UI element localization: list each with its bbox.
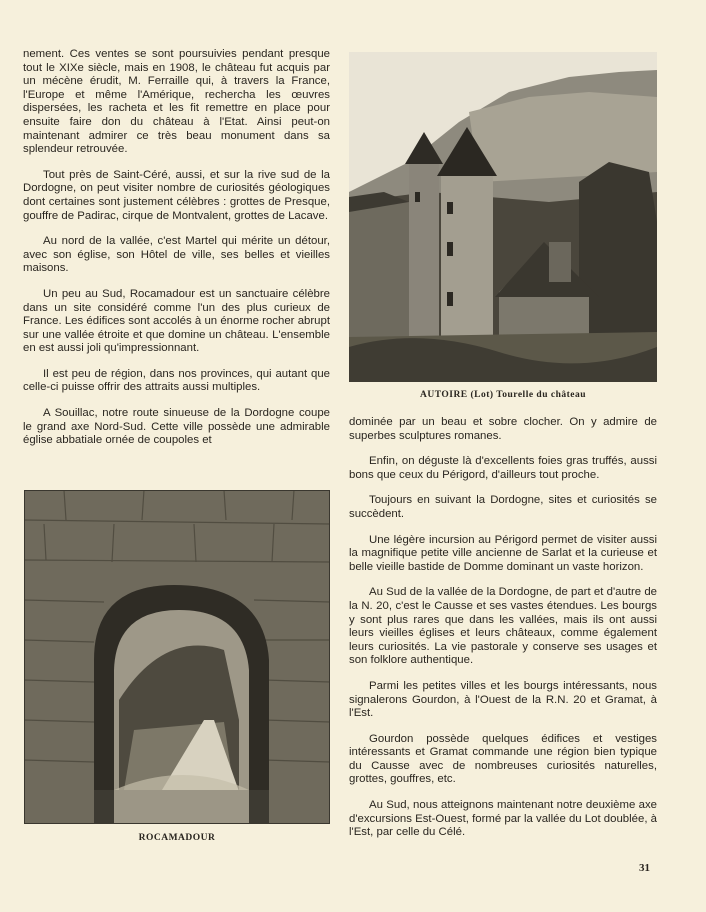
paragraph: Enfin, on déguste là d'excellents foies gras truffés, aussi bons que ceux du Périgord, d'ailleurs tout proche. [349, 455, 657, 481]
autoire-caption: AUTOIRE (Lot) Tourelle du château [419, 390, 587, 400]
paragraph: dominée par un beau et sobre clocher. On y admire de superbes sculptures romanes. [349, 416, 657, 442]
rocamadour-archway-photo [24, 490, 330, 824]
paragraph: Il est peu de région, dans nos provinces, qui autant que celle-ci puisse offrir des attraits aussi multiples. [23, 367, 330, 394]
paragraph: Parmi les petites villes et les bourgs intéressants, nous signalerons Gourdon, à l'Ouest de la R.N. 20 et Gramat, à l'Est. [349, 679, 657, 720]
page-number: 31 [639, 862, 650, 874]
paragraph: Au Sud, nous atteignons maintenant notre deuxième axe d'excursions Est-Ouest, formé par la vallée du Lot doublée, à l'Est, par celle du Célé. [349, 799, 657, 839]
right-text-column [349, 416, 657, 852]
paragraph: Au nord de la vallée, c'est Martel qui mérite un détour, avec son église, son Hôtel de ville, ses belles et vieilles maisons. [23, 235, 330, 275]
paragraph: Un peu au Sud, Rocamadour est un sanctuaire célèbre dans un site considéré comme l'un des plus curieux de France. Les édifices sont accolés à un énorme rocher abrupt sur une vallée étroite et que domine un château. L'ensemble en est aussi joli qu'impressionnant. [23, 287, 330, 355]
autoire-tower-photo [349, 52, 657, 382]
paragraph: A Souillac, notre route sinueuse de la Dordogne coupe le grand axe Nord-Sud. Cette ville possède une admirable église abbatiale ornée de coupoles et [23, 407, 330, 447]
paragraph: nement. Ces ventes se sont poursuivies pendant presque tout le XIXe siècle, mais en 1908, le château fut acquis par un mécène érudit, M. Ferraille qui, à travers la France, l'Europe et même l'Amérique, rechercha les œuvres dispersées, les racheta et les fit remettre en place pour ensuite faire don du château à l'Etat. Ainsi peut-on maintenant admirer ce très beau monument dans sa splendeur retrouvée. [23, 48, 330, 156]
paragraph: Toujours en suivant la Dordogne, sites et curiosités se succèdent. [349, 494, 657, 520]
paragraph: Une légère incursion au Périgord permet de visiter aussi la magnifique petite ville ancienne de Sarlat et la curieuse et belle vieille bastide de Domme dominant un vaste horizon. [349, 533, 657, 573]
paragraph: Gourdon possède quelques édifices et vestiges intéressants et Gramat commande une région bien typique du Causse avec de nombreuses curiosités naturelles, grottes, gouffres, etc. [349, 732, 657, 786]
rocamadour-caption: ROCAMADOUR [138, 833, 216, 843]
paragraph: Tout près de Saint-Céré, aussi, et sur la rive sud de la Dordogne, on peut visiter nombre de curiosités géologiques dont certaines sont justement célèbres : grottes de Presque, gouffre de Padirac, cirque de Montvalent, grottes de Lacave. [23, 168, 330, 222]
paragraph: Au Sud de la vallée de la Dordogne, de part et d'autre de la N. 20, c'est le Causse et ses vastes étendues. Les bourgs y sont plus rares que dans les vallées, mais ils ont aussi leurs vieilles églises et leurs châteaux, comme également leurs curiosités. La vie pastorale y conserve ses usages et son folklore authentique. [349, 586, 657, 667]
left-text-column [23, 48, 330, 460]
